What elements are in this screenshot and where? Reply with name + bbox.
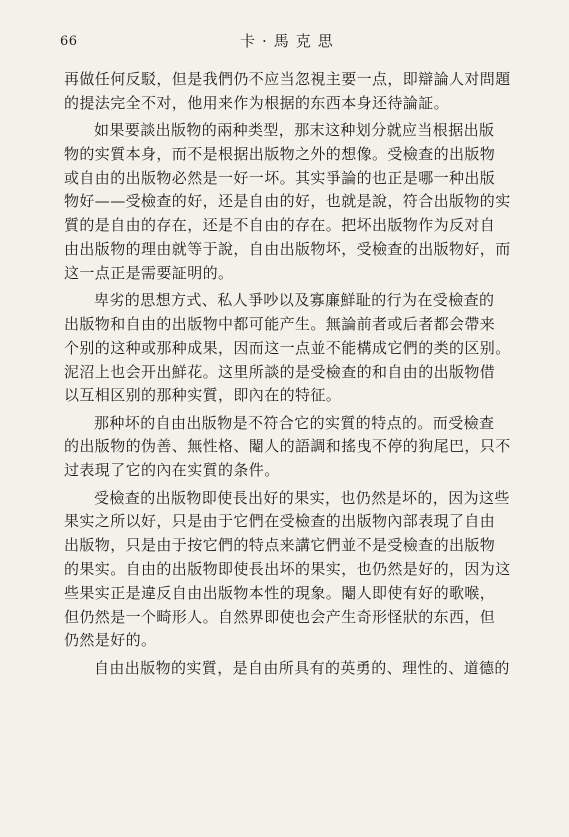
paragraph — [64, 487, 524, 654]
text-line: 或自由的出版物必然是一好一坏。其实爭論的也正是哪一种出版 — [64, 168, 496, 187]
text-line: 些果实正是違反自由出版物本性的現象。閹人即使有好的歌喉， — [64, 583, 496, 602]
body-text — [64, 68, 524, 680]
paragraph — [64, 119, 524, 286]
text-line: 的提法完全不对，他用来作为根据的东西本身还待論証。 — [64, 93, 450, 112]
text-line: 果实之所以好，只是由于它們在受檢查的出版物內部表現了自由 — [64, 512, 496, 531]
paragraph — [64, 412, 524, 483]
paragraph — [64, 68, 524, 116]
text-line: 过表現了它的內在实質的条件。 — [64, 461, 280, 480]
text-line: 再做任何反駁，但是我們仍不应当忽視主要一点，即辯論人对問題 — [64, 70, 511, 88]
text-line: 的果实。自由的出版物即使長出坏的果实，也仍然是好的，因为这 — [64, 559, 511, 578]
text-line: 这一点正是需要証明的。 — [64, 263, 234, 282]
text-line: 物的实質本身，而不是根据出版物之外的想像。受檢查的出版物 — [64, 144, 496, 163]
text-line: 的出版物的伪善、無性格、閹人的語調和搖曳不停的狗尾巴，只不 — [64, 437, 511, 456]
page-header — [60, 22, 521, 52]
text-line: 出版物和自由的出版物中都可能产生。無論前者或后者都会帶来 — [64, 314, 496, 333]
running-title: 卡·馬克思 — [240, 32, 340, 50]
text-line: 那种坏的自由出版物是不符合它的实質的特点的。而受檢查 — [94, 413, 495, 432]
text-line: 物好——受檢查的好，还是自由的好，也就是說，符合出版物的实 — [64, 192, 511, 211]
text-line: 泥沼上也会开出鮮花。这里所談的是受檢查的和自由的出版物借 — [64, 362, 496, 381]
text-line: 卑劣的思想方式、私人爭吵以及寡廉鮮耻的行为在受檢查的 — [94, 291, 495, 310]
text-line: 出版物，只是由于按它們的特点来講它們並不是受檢查的出版物 — [64, 536, 496, 555]
page-number: 66 — [60, 34, 78, 49]
paragraph — [64, 657, 524, 681]
text-line: 但仍然是一个畸形人。自然界即使也会产生奇形怪狀的东西，但 — [64, 607, 496, 626]
text-line: 由出版物的理由就等于說，自由出版物坏，受檢查的出版物好，而 — [64, 240, 511, 259]
text-line: 質的是自由的存在，还是不自由的存在。把坏出版物作为反对自 — [64, 216, 496, 235]
text-line: 以互相区别的那种实質，即內在的特征。 — [64, 386, 342, 405]
text-line: 自由出版物的实質，是自由所具有的英勇的、理性的、道德的 — [94, 658, 510, 677]
text-line: 受檢查的出版物即使長出好的果实，也仍然是坏的，因为这些 — [94, 488, 510, 507]
text-line: 个别的这种或那种成果，因而这一点並不能構成它們的类的区别。 — [64, 338, 511, 357]
text-line: 仍然是好的。 — [64, 631, 157, 650]
paragraph — [64, 289, 524, 408]
text-line: 如果要談出版物的兩种类型，那末这种划分就应当根据出版 — [94, 121, 495, 140]
